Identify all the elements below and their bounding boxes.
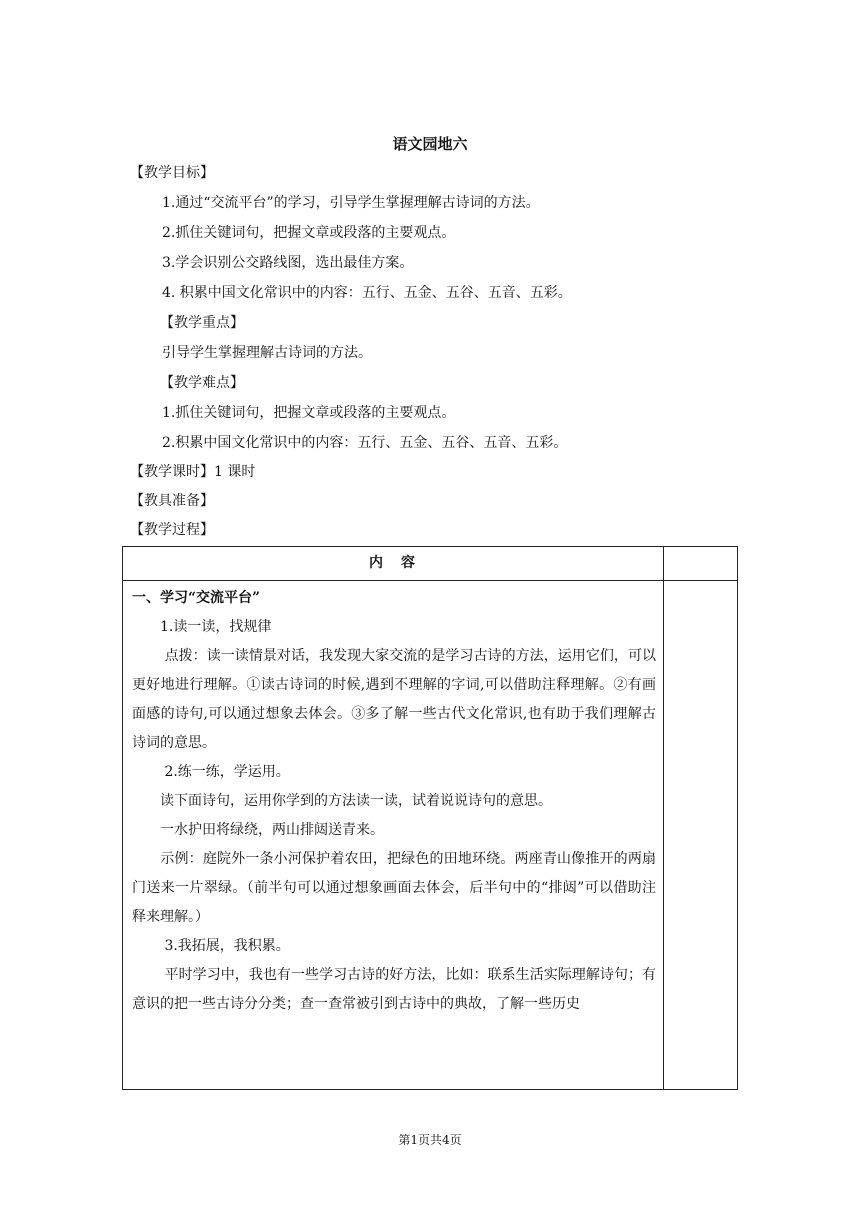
materials-heading: 【教具准备】 (130, 493, 214, 509)
table-paragraph: 1.读一读，找规律 (132, 619, 272, 635)
table-paragraph: 一水护田将绿绕，两山排闼送青来。 (132, 822, 384, 838)
process-heading: 【教学过程】 (130, 522, 214, 538)
table-paragraph: 3.我拓展，我积累。 (132, 938, 290, 954)
objective-item: 4. 积累中国文化常识中的内容：五行、五金、五谷、五音、五彩。 (162, 285, 572, 301)
objective-item: 1.通过“交流平台”的学习，引导学生掌握理解古诗词的方法。 (162, 195, 540, 211)
table-paragraph: 读下面诗句，运用你学到的方法读一读，试着说说诗句的意思。 (132, 793, 552, 809)
key-points-heading: 【教学重点】 (160, 315, 244, 331)
section-title: 一、学习“交流平台” (132, 590, 261, 606)
table-paragraph: 2.练一练，学运用。 (132, 764, 290, 780)
objectives-heading: 【教学目标】 (130, 165, 214, 181)
difficulties-heading: 【教学难点】 (160, 375, 244, 391)
table-paragraph: 示例：庭院外一条小河保护着农田，把绿色的田地环绕。两座青山像推开的两扇门送来一片翠绿。（前半句可以通过想象画面去体会，后半句中的“排闼”可以借助注释来理解。） (132, 851, 656, 925)
objective-item: 3.学会识别公交路线图，选出最佳方案。 (162, 255, 414, 271)
page-footer: 第1页共4页 (398, 1133, 462, 1147)
objective-item: 2.抓住关键词句，把握文章或段落的主要观点。 (162, 225, 456, 241)
table-paragraph: 点拨：读一读情景对话，我发现大家交流的是学习古诗的方法，运用它们，可以更好地进行理解。①读古诗词的时候,遇到不理解的字词,可以借助注释理解。②有画面感的诗句,可以通过想象去体会。③多了解一些古代文化常识,也有助于我们理解古诗词的意思。 (132, 648, 656, 751)
hours-line: 【教学课时】1 课时 (130, 464, 256, 480)
table-header: 内 容 (369, 555, 417, 571)
key-points-text: 引导学生掌握理解古诗词的方法。 (162, 345, 372, 361)
lesson-table (122, 546, 738, 1090)
table-paragraph: 平时学习中，我也有一些学习古诗的好方法，比如：联系生活实际理解诗句；有意识的把一些古诗分分类；查一查常被引到古诗中的典故，了解一些历史 (132, 967, 656, 1012)
page-title: 语文园地六 (392, 135, 468, 153)
difficulty-item: 2.积累中国文化常识中的内容：五行、五金、五谷、五音、五彩。 (162, 435, 568, 451)
table-content (132, 581, 656, 1019)
difficulty-item: 1.抓住关键词句，把握文章或段落的主要观点。 (162, 405, 456, 421)
column-divider (663, 547, 664, 1089)
